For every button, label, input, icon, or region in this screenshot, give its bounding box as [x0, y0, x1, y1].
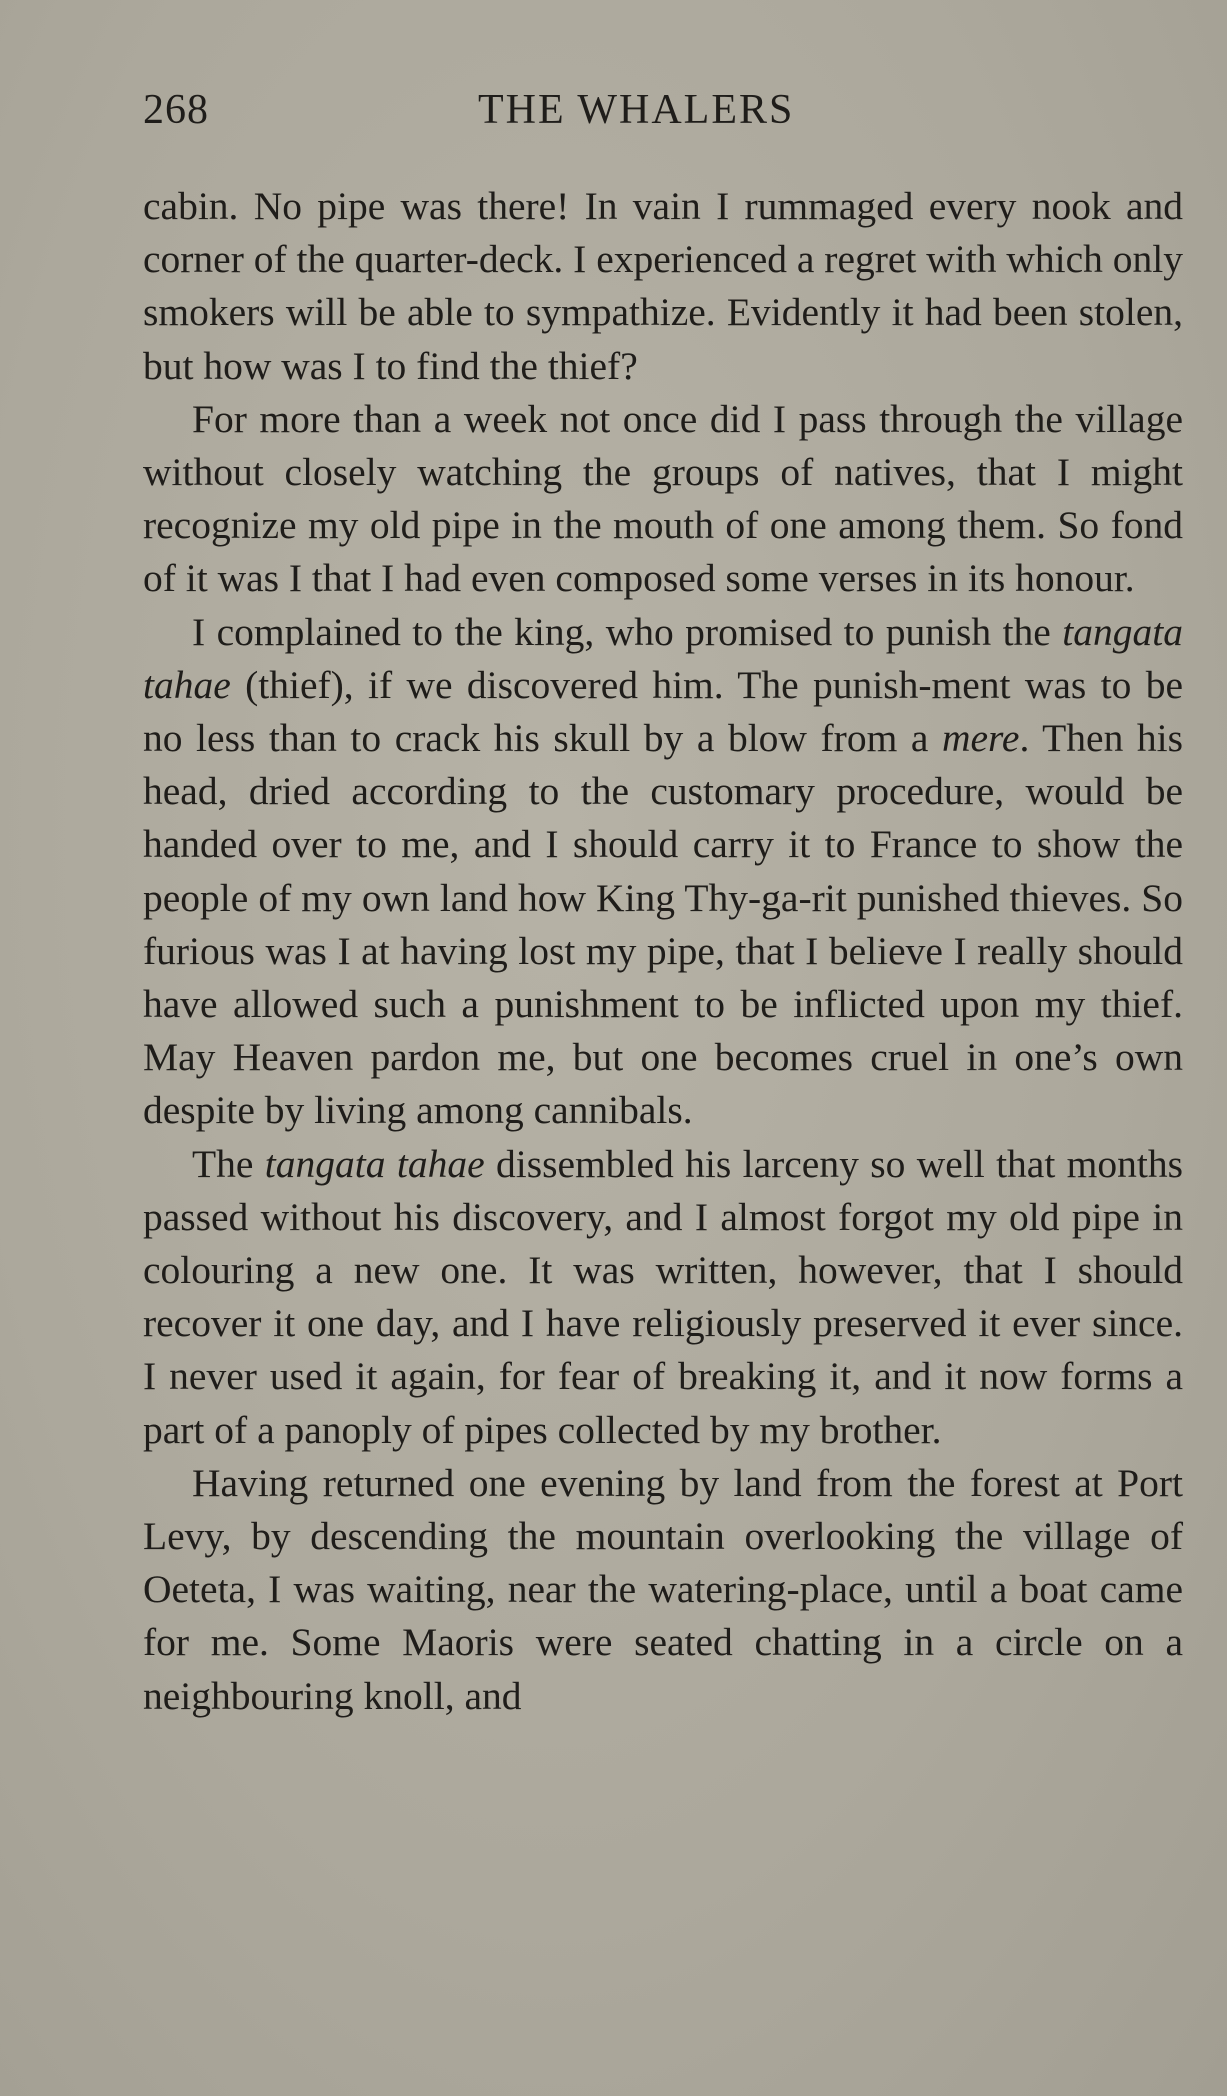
- body-text: [143, 180, 1183, 1723]
- page-number: 268: [143, 87, 209, 133]
- paragraph-5: [143, 1457, 1183, 1723]
- paragraph-4: [143, 1138, 1183, 1457]
- paragraph-2: [143, 393, 1183, 606]
- text-segment: cabin. No pipe was there! In vain I rummaged every nook and corner of the quarter-deck. I experienced a regret with which only smokers will be able to sympathize. Evidently it had been stolen, but how was I to find the thief?: [143, 184, 1183, 388]
- running-title: THE WHALERS: [478, 87, 795, 133]
- text-segment: Having returned one evening by land from the forest at Port Levy, by descending the mountain overlooking the village of Oeteta, I was waiting, near the watering-place, until a boat came for me. Some Maoris were seated chatting in a circle on a neighbouring knoll, and: [143, 1460, 1183, 1718]
- text-segment: The: [192, 1141, 265, 1186]
- page-header: [143, 80, 1183, 140]
- text-segment: dissembled his larceny so well that months passed without his discovery, and I almost forgot my old pipe in colouring a new one. It was written, however, that I should recover it one day, and I have religiously preserved it ever since. I never used it again, for fear of breaking it, and it now forms a part of a panoply of pipes collected by my brother.: [143, 1141, 1183, 1452]
- text-segment: . Then his head, dried according to the customary procedure, would be handed over to me, and I should carry it to France to show the people of my own land how King Thy-ga-rit punished thieves. So furious was I at having lost my pipe, that I believe I really should have allowed such a punishment to be inflicted upon my thief. May Heaven pardon me, but one becomes cruel in one’s own despite by living among cannibals.: [143, 716, 1183, 1133]
- text-segment: (thief), if we discovered him. The punish-ment was to be no less than to crack his skull by a blow from a: [143, 662, 1183, 761]
- text-segment: I complained to the king, who promised to punish the: [192, 609, 1063, 654]
- italic-term: tangata tahae: [264, 1141, 485, 1186]
- paragraph-3: [143, 606, 1183, 1138]
- italic-term: tangata tahae: [143, 609, 1183, 707]
- text-segment: For more than a week not once did I pass through the village without closely watching the groups of natives, that I might recognize my old pipe in the mouth of one among them. So fond of it was I that I had even composed some verses in its honour.: [143, 396, 1183, 601]
- italic-term: mere: [941, 716, 1020, 761]
- book-page: [143, 80, 1183, 1723]
- paragraph-1: [143, 180, 1183, 393]
